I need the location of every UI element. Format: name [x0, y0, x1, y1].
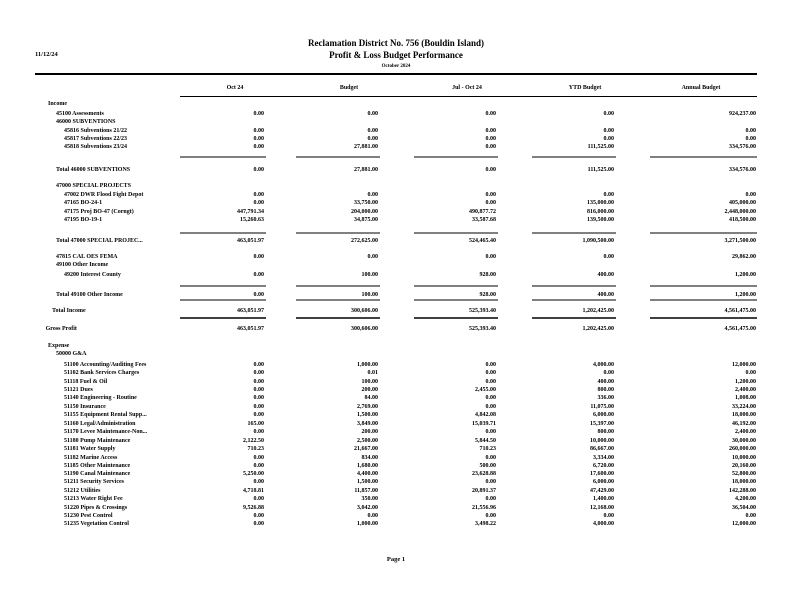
row-value: 928.00: [479, 272, 496, 278]
row-label: 49100 Other Income: [56, 262, 109, 268]
table-row: [0, 462, 792, 470]
table-row: [0, 378, 792, 386]
row-value: 334,576.00: [729, 144, 756, 150]
row-value: 0.00: [253, 136, 264, 142]
table-row: [0, 291, 792, 299]
table-row: [0, 420, 792, 428]
row-label: 45818 Subventions 23/24: [64, 144, 128, 150]
table-row: [0, 504, 792, 512]
column-header-ytd: Jul - Oct 24: [452, 85, 482, 91]
row-value: 0.00: [485, 111, 496, 117]
table-row: [0, 478, 792, 486]
row-label: 51190 Canal Maintenance: [64, 471, 131, 477]
row-value: 11,857.00: [354, 488, 378, 494]
row-value: 4,200.00: [735, 496, 756, 502]
row-value: 200.00: [361, 429, 378, 435]
row-value: 0.00: [253, 463, 264, 469]
row-value: 260,000.00: [729, 446, 756, 452]
row-value: 33,587.68: [472, 217, 496, 223]
row-value: 0.00: [367, 254, 378, 260]
row-label: 51182 Marine Access: [64, 455, 118, 461]
row-label: 51102 Bank Services Charges: [64, 370, 140, 376]
table-row: [0, 520, 792, 528]
table-row: [0, 199, 792, 207]
row-value: 2,500.00: [357, 438, 378, 444]
row-value: 20,891.37: [472, 488, 496, 494]
table-row: [0, 261, 792, 269]
row-value: 0.00: [253, 404, 264, 410]
row-value: 1,000.00: [357, 521, 378, 527]
row-value: 0.00: [603, 192, 614, 198]
report-title: Reclamation District No. 756 (Bouldin Island): [307, 38, 484, 48]
row-value: 6,720.00: [593, 463, 614, 469]
row-value: 111,525.00: [587, 144, 614, 150]
table-row: [0, 386, 792, 394]
table-row: [0, 216, 792, 224]
row-value: 1,090,500.00: [582, 238, 614, 244]
table-row: [0, 325, 792, 333]
table-row: [0, 110, 792, 118]
row-value: 15,397.00: [590, 421, 614, 427]
row-label: 51170 Levee Maintenance-Non...: [64, 429, 148, 435]
row-value: 0.00: [485, 379, 496, 385]
table-row: [0, 191, 792, 199]
row-value: 1,500.00: [357, 412, 378, 418]
row-value: 84.00: [364, 395, 378, 401]
row-label: 51118 Fuel & Oil: [64, 379, 108, 385]
row-value: 6,000.00: [593, 412, 614, 418]
row-value: 0.00: [485, 496, 496, 502]
row-label: 47195 BO-19-1: [64, 217, 103, 223]
table-row: [0, 454, 792, 462]
row-value: 6,000.00: [593, 479, 614, 485]
row-value: 1,200.00: [735, 272, 756, 278]
row-value: 3,849.00: [357, 421, 378, 427]
table-row: [0, 495, 792, 503]
row-value: 17,600.00: [590, 471, 614, 477]
row-value: 334,576.00: [729, 167, 756, 173]
row-value: 2,769.00: [357, 404, 378, 410]
row-label: 51181 Water Supply: [64, 446, 116, 452]
row-value: 100.00: [361, 272, 378, 278]
row-value: 4,842.08: [475, 412, 496, 418]
row-value: 4,561,475.00: [724, 326, 756, 332]
row-value: 336.00: [597, 395, 614, 401]
row-value: 18,000.00: [732, 479, 756, 485]
row-value: 0.00: [253, 521, 264, 527]
row-label: 51213 Water Right Fee: [64, 496, 123, 502]
row-value: 1,202,425.00: [582, 308, 614, 314]
header-rule: [35, 73, 757, 75]
row-value: 400.00: [597, 272, 614, 278]
row-value: 0.00: [485, 192, 496, 198]
row-value: 4,000.00: [593, 521, 614, 527]
row-value: 0.00: [253, 513, 264, 519]
table-row: [0, 487, 792, 495]
row-value: 0.00: [253, 496, 264, 502]
row-value: 0.00: [367, 513, 378, 519]
row-value: 15,260.63: [240, 217, 264, 223]
row-value: 139,500.00: [587, 217, 614, 223]
row-value: 0.00: [253, 379, 264, 385]
row-value: 300,606.00: [351, 326, 378, 332]
row-label: 46000 SUBVENTIONS: [56, 119, 116, 125]
table-row: [0, 253, 792, 261]
column-header-oct: Oct 24: [226, 85, 244, 91]
row-value: 100.00: [361, 379, 378, 385]
row-value: 0.00: [485, 144, 496, 150]
row-value: 834.00: [361, 455, 378, 461]
report-subtitle: Profit & Loss Budget Performance: [329, 50, 463, 60]
row-value: 0.00: [253, 362, 264, 368]
row-value: 0.00: [485, 254, 496, 260]
row-value: 4,718.81: [243, 488, 264, 494]
row-value: 86,667.00: [590, 446, 614, 452]
row-value: 100.00: [361, 292, 378, 298]
row-label: 45100 Assessments: [56, 111, 104, 117]
row-value: 30,000.00: [732, 438, 756, 444]
row-value: 33,224.00: [732, 404, 756, 410]
row-value: 27,881.00: [354, 167, 378, 173]
table-row: [0, 428, 792, 436]
row-value: 928.00: [479, 292, 496, 298]
row-value: 111,525.00: [587, 167, 614, 173]
row-label: 51211 Security Services: [64, 479, 124, 485]
table-row: [0, 369, 792, 377]
table-row: [0, 445, 792, 453]
row-value: 0.00: [603, 111, 614, 117]
row-value: 800.00: [597, 429, 614, 435]
row-value: 135,000.00: [587, 200, 614, 206]
row-value: 490,877.72: [469, 209, 496, 215]
row-value: 0.00: [367, 111, 378, 117]
row-label: Income: [48, 101, 67, 107]
row-value: 2,455.00: [475, 387, 496, 393]
row-value: 350.00: [361, 496, 378, 502]
row-value: 0.00: [253, 144, 264, 150]
column-header-rule: [180, 96, 757, 97]
row-value: 0.00: [253, 370, 264, 376]
row-value: 0.00: [253, 292, 264, 298]
row-value: 418,500.00: [729, 217, 756, 223]
table-row: [0, 411, 792, 419]
table-row: [0, 470, 792, 478]
row-value: 0.00: [253, 395, 264, 401]
row-value: 0.00: [603, 136, 614, 142]
row-value: 0.00: [485, 362, 496, 368]
row-value: 0.00: [485, 167, 496, 173]
row-value: 12,168.00: [590, 505, 614, 511]
row-value: 525,393.40: [469, 308, 496, 314]
row-value: 0.00: [745, 370, 756, 376]
row-label: 51140 Engineering - Routine: [64, 395, 137, 401]
row-value: 4,400.00: [357, 471, 378, 477]
row-value: 0.00: [745, 192, 756, 198]
row-value: 2,448,000.00: [724, 209, 756, 215]
row-value: 0.00: [367, 192, 378, 198]
row-value: 47,429.00: [590, 488, 614, 494]
row-label: 51180 Pump Maintenance: [64, 438, 131, 444]
row-value: 3,042.00: [357, 505, 378, 511]
row-value: 27,881.00: [354, 144, 378, 150]
table-row: [0, 143, 792, 151]
row-value: 1,500.00: [357, 479, 378, 485]
row-label: 51230 Pest Control: [64, 513, 113, 519]
row-value: 4,561,475.00: [724, 308, 756, 314]
row-value: 0.00: [253, 455, 264, 461]
row-value: 1,680.00: [357, 463, 378, 469]
report-period: October 2024: [381, 64, 411, 69]
row-value: 2,400.00: [735, 429, 756, 435]
row-value: 142,288.00: [729, 488, 756, 494]
row-value: 0.01: [367, 370, 378, 376]
row-label: 47002 DWR Flood Fight Depot: [64, 192, 144, 198]
row-value: 20,160.00: [732, 463, 756, 469]
row-value: 0.00: [253, 128, 264, 134]
table-row: [0, 208, 792, 216]
row-label: 47000 SPECIAL PROJECTS: [56, 183, 132, 189]
row-value: 463,051.97: [237, 238, 264, 244]
row-label: Total 46000 SUBVENTIONS: [56, 167, 131, 173]
row-value: 0.00: [745, 513, 756, 519]
table-row: [0, 237, 792, 245]
row-value: 0.00: [367, 128, 378, 134]
row-value: 165.00: [247, 421, 264, 427]
row-value: 3,271,500.00: [724, 238, 756, 244]
row-value: 15,039.71: [472, 421, 496, 427]
row-value: 0.00: [485, 200, 496, 206]
row-label: Total 49100 Other Income: [56, 292, 123, 298]
row-value: 5,844.50: [475, 438, 496, 444]
row-value: 10,000.00: [590, 438, 614, 444]
row-label: 47165 BO-24-1: [64, 200, 103, 206]
row-value: 0.00: [253, 429, 264, 435]
row-value: 0.00: [253, 387, 264, 393]
row-label: 51100 Accounting/Auditing Fees: [64, 362, 147, 368]
row-value: 2,122.50: [243, 438, 264, 444]
row-label: 45816 Subventions 21/22: [64, 128, 128, 134]
row-label: 51155 Equipment Rental Supp...: [64, 412, 147, 418]
row-value: 1,200.00: [735, 379, 756, 385]
row-value: 1,202,425.00: [582, 326, 614, 332]
row-value: 29,862.00: [732, 254, 756, 260]
column-header-budget: Budget: [339, 85, 359, 91]
row-value: 0.00: [253, 272, 264, 278]
row-label: 51185 Other Maintenance: [64, 463, 131, 469]
row-value: 18,000.00: [732, 412, 756, 418]
row-value: 12,000.00: [732, 521, 756, 527]
row-value: 204,000.00: [351, 209, 378, 215]
row-label: Total Income: [52, 308, 86, 314]
row-value: 0.00: [485, 128, 496, 134]
row-value: 1,200.00: [735, 292, 756, 298]
row-value: 23,628.88: [472, 471, 496, 477]
row-value: 710.23: [247, 446, 264, 452]
row-label: 51150 Insurance: [64, 404, 106, 410]
row-value: 816,000.00: [587, 209, 614, 215]
row-value: 1,000.00: [357, 362, 378, 368]
row-label: 51212 Utilities: [64, 488, 101, 494]
row-label: Gross Profit: [45, 326, 77, 332]
row-value: 0.00: [745, 128, 756, 134]
table-row: [0, 271, 792, 279]
row-value: 0.00: [485, 429, 496, 435]
row-label: 51235 Vegetation Control: [64, 521, 129, 527]
row-value: 33,750.00: [354, 200, 378, 206]
column-header-ytd-budget: YTD Budget: [568, 85, 602, 91]
row-value: 12,000.00: [732, 362, 756, 368]
row-value: 9,526.88: [243, 505, 264, 511]
table-row: [0, 166, 792, 174]
row-label: Total 47000 SPECIAL PROJEC...: [56, 238, 143, 244]
row-value: 0.00: [253, 200, 264, 206]
row-value: 0.00: [253, 111, 264, 117]
table-row: [0, 350, 792, 358]
row-value: 0.00: [485, 395, 496, 401]
row-value: 3,498.22: [475, 521, 496, 527]
row-value: 1,400.00: [593, 496, 614, 502]
row-value: 500.00: [479, 463, 496, 469]
row-value: 300,606.00: [351, 308, 378, 314]
row-value: 0.00: [603, 513, 614, 519]
row-label: 49200 Interest County: [64, 272, 121, 278]
row-value: 0.00: [253, 412, 264, 418]
row-label: 50000 G&A: [56, 351, 87, 357]
row-value: 0.00: [603, 254, 614, 260]
row-value: 272,625.00: [351, 238, 378, 244]
row-value: 0.00: [485, 513, 496, 519]
row-label: 47815 CAL OES FEMA: [56, 254, 118, 260]
table-row: [0, 361, 792, 369]
table-row: [0, 512, 792, 520]
row-value: 3,334.00: [593, 455, 614, 461]
row-value: 0.00: [253, 254, 264, 260]
row-value: 0.00: [485, 479, 496, 485]
table-row: [0, 135, 792, 143]
row-value: 0.00: [485, 136, 496, 142]
row-value: 800.00: [597, 387, 614, 393]
table-row: [0, 394, 792, 402]
row-value: 463,051.97: [237, 308, 264, 314]
row-value: 0.00: [485, 404, 496, 410]
table-row: [0, 342, 792, 350]
row-value: 0.00: [253, 479, 264, 485]
row-value: 10,000.00: [732, 455, 756, 461]
row-label: 45817 Subventions 22/23: [64, 136, 128, 142]
row-label: 51220 Pipes & Crossings: [64, 505, 128, 511]
row-value: 5,250.00: [243, 471, 264, 477]
row-value: 36,504.00: [732, 505, 756, 511]
row-value: 11,075.00: [590, 404, 614, 410]
row-value: 0.00: [603, 370, 614, 376]
row-value: 0.00: [745, 136, 756, 142]
row-value: 525,393.40: [469, 326, 496, 332]
row-value: 2,400.00: [735, 387, 756, 393]
table-row: [0, 403, 792, 411]
row-value: 21,667.00: [354, 446, 378, 452]
row-label: Expense: [48, 343, 70, 349]
row-value: 1,008.00: [735, 395, 756, 401]
row-value: 405,000.00: [729, 200, 756, 206]
row-value: 0.00: [603, 128, 614, 134]
table-row: [0, 118, 792, 126]
row-value: 4,000.00: [593, 362, 614, 368]
row-value: 0.00: [485, 370, 496, 376]
table-row: [0, 127, 792, 135]
row-value: 0.00: [253, 167, 264, 173]
row-value: 447,791.34: [237, 209, 264, 215]
row-value: 52,800.00: [732, 471, 756, 477]
row-value: 524,465.40: [469, 238, 496, 244]
row-label: 47175 Proj BO-47 (Corngt): [64, 209, 134, 215]
row-value: 21,556.96: [472, 505, 496, 511]
report-date: 11/12/24: [35, 51, 58, 58]
table-row: [0, 100, 792, 108]
row-value: 924,237.00: [729, 111, 756, 117]
table-row: [0, 182, 792, 190]
page-number: Page 1: [386, 556, 406, 563]
row-value: 46,192.00: [732, 421, 756, 427]
row-value: 0.00: [485, 455, 496, 461]
table-row: [0, 307, 792, 315]
row-value: 463,051.97: [237, 326, 264, 332]
row-label: 51160 Legal/Administration: [64, 421, 136, 427]
row-value: 200.00: [361, 387, 378, 393]
row-label: 51121 Dues: [64, 387, 93, 393]
row-value: 0.00: [253, 192, 264, 198]
column-header-annual-budget: Annual Budget: [681, 85, 721, 91]
row-value: 0.00: [367, 136, 378, 142]
row-value: 400.00: [597, 292, 614, 298]
row-value: 34,875.00: [354, 217, 378, 223]
table-row: [0, 437, 792, 445]
row-value: 710.23: [479, 446, 496, 452]
row-value: 400.00: [597, 379, 614, 385]
